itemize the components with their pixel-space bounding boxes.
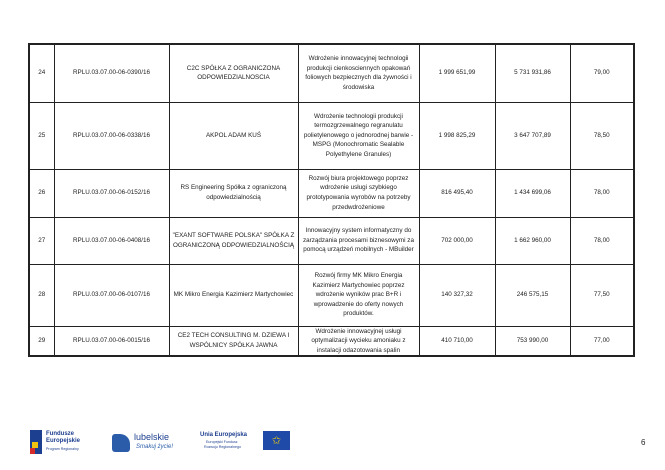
cell-no: 28 — [29, 264, 54, 326]
table-row — [29, 169, 634, 217]
table-row — [29, 102, 634, 169]
footer-logos — [30, 428, 290, 458]
cell-score: 77,00 — [570, 326, 634, 356]
eu-flag-icon: ✩ — [263, 431, 290, 450]
fe-emblem-icon — [30, 430, 42, 454]
cell-no: 27 — [29, 217, 54, 264]
cell-total: 3 647 707,89 — [495, 102, 570, 169]
cell-id: RPLU.03.07.00-06-0338/16 — [54, 102, 169, 169]
cell-applicant: C2C SPÓŁKA Z OGRANICZONA ODPOWIEDZIALNOSCIA — [169, 44, 298, 102]
cell-applicant: RS Engineering Spółka z ograniczoną odpowiedzialnością — [169, 169, 298, 217]
page-number: 6 — [641, 438, 646, 447]
cell-title: Wdrożenie innowacyjnej usługi optymalizacji wycieku amoniaku z instalacji odazotowania spalin — [298, 326, 419, 356]
cell-no: 25 — [29, 102, 54, 169]
eu-subtitle-1: Europejski Fundusz — [206, 440, 238, 444]
cell-title: Rozwój firmy MK Mikro Energia Kazimierz Martychowiec poprzez wdrożenie wyników prac B+R i wprowadzenie do oferty nowych produktów. — [298, 264, 419, 326]
cell-grant: 140 327,32 — [419, 264, 495, 326]
table-row — [29, 44, 634, 102]
cell-score: 78,50 — [570, 102, 634, 169]
cell-total: 753 990,00 — [495, 326, 570, 356]
cell-applicant: MK Mikro Energia Kazimierz Martychowiec — [169, 264, 298, 326]
eu-title: Unia Europejska — [200, 432, 248, 438]
cell-id: RPLU.03.07.00-06-0107/16 — [54, 264, 169, 326]
cell-grant: 1 999 651,99 — [419, 44, 495, 102]
lubelskie-slogan: Smakuj życie! — [136, 444, 174, 450]
cell-id: RPLU.03.07.00-06-0152/16 — [54, 169, 169, 217]
cell-total: 1 434 699,06 — [495, 169, 570, 217]
cell-grant: 1 998 825,29 — [419, 102, 495, 169]
fundusze-europejskie-logo — [30, 428, 100, 458]
eu-subtitle-2: Rozwoju Regionalnego — [204, 444, 241, 449]
fe-title-1: Fundusze — [46, 431, 74, 437]
cell-id: RPLU.03.07.00-06-0408/16 — [54, 217, 169, 264]
table-row — [29, 326, 634, 356]
cell-applicant: "EXANT SOFTWARE POLSKA" SPÓŁKA Z OGRANICZONĄ ODPOWIEDZIALNOŚCIĄ — [169, 217, 298, 264]
cell-score: 78,00 — [570, 169, 634, 217]
cell-applicant: CE2 TECH CONSULTING M. DZIEWA I WSPÓLNICY SPÓŁKA JAWNA — [169, 326, 298, 356]
cell-grant: 816 495,40 — [419, 169, 495, 217]
cell-no: 24 — [29, 44, 54, 102]
fe-subtitle: Program Regionalny — [46, 447, 79, 451]
fe-title-2: Europejskie — [46, 438, 81, 444]
cell-title: Wdrożenie technologii produkcji termozgrzewalnego regranulatu polietylenowego o jednorodnej barwie - MSPG (Monochromatic Sealable Polyethylene Granules) — [298, 102, 419, 169]
cell-grant: 702 000,00 — [419, 217, 495, 264]
unia-europejska-logo — [200, 428, 295, 458]
cell-title: Innowacyjny system informatyczny do zarządzania procesami biznesowymi za pomocą urządzeń mobilnych - MBuilder — [298, 217, 419, 264]
cell-total: 246 575,15 — [495, 264, 570, 326]
table-row — [29, 264, 634, 326]
cell-title: Wdrożenie innowacyjnej technologii produkcji cienkosciennych opakowań foliowych bezpiecznych dla żywności i środowiska — [298, 44, 419, 102]
cell-total: 1 662 960,00 — [495, 217, 570, 264]
cell-id: RPLU.03.07.00-06-0390/16 — [54, 44, 169, 102]
cell-no: 29 — [29, 326, 54, 356]
lubelskie-title: lubelskie — [134, 432, 170, 442]
table-row — [29, 217, 634, 264]
lubelskie-logo — [112, 428, 182, 458]
cell-score: 79,00 — [570, 44, 634, 102]
cell-total: 5 731 931,86 — [495, 44, 570, 102]
cell-title: Rozwój biura projektowego poprzez wdrożenie usługi szybkiego prototypowania wyrobów na potrzeby przedwdrożeniowe — [298, 169, 419, 217]
cell-grant: 410 710,00 — [419, 326, 495, 356]
lubelskie-emblem-icon — [112, 434, 130, 452]
projects-table — [28, 43, 635, 357]
cell-score: 78,00 — [570, 217, 634, 264]
cell-score: 77,50 — [570, 264, 634, 326]
cell-applicant: AKPOL ADAM KUŚ — [169, 102, 298, 169]
cell-id: RPLU.03.07.00-06-0015/16 — [54, 326, 169, 356]
cell-no: 26 — [29, 169, 54, 217]
